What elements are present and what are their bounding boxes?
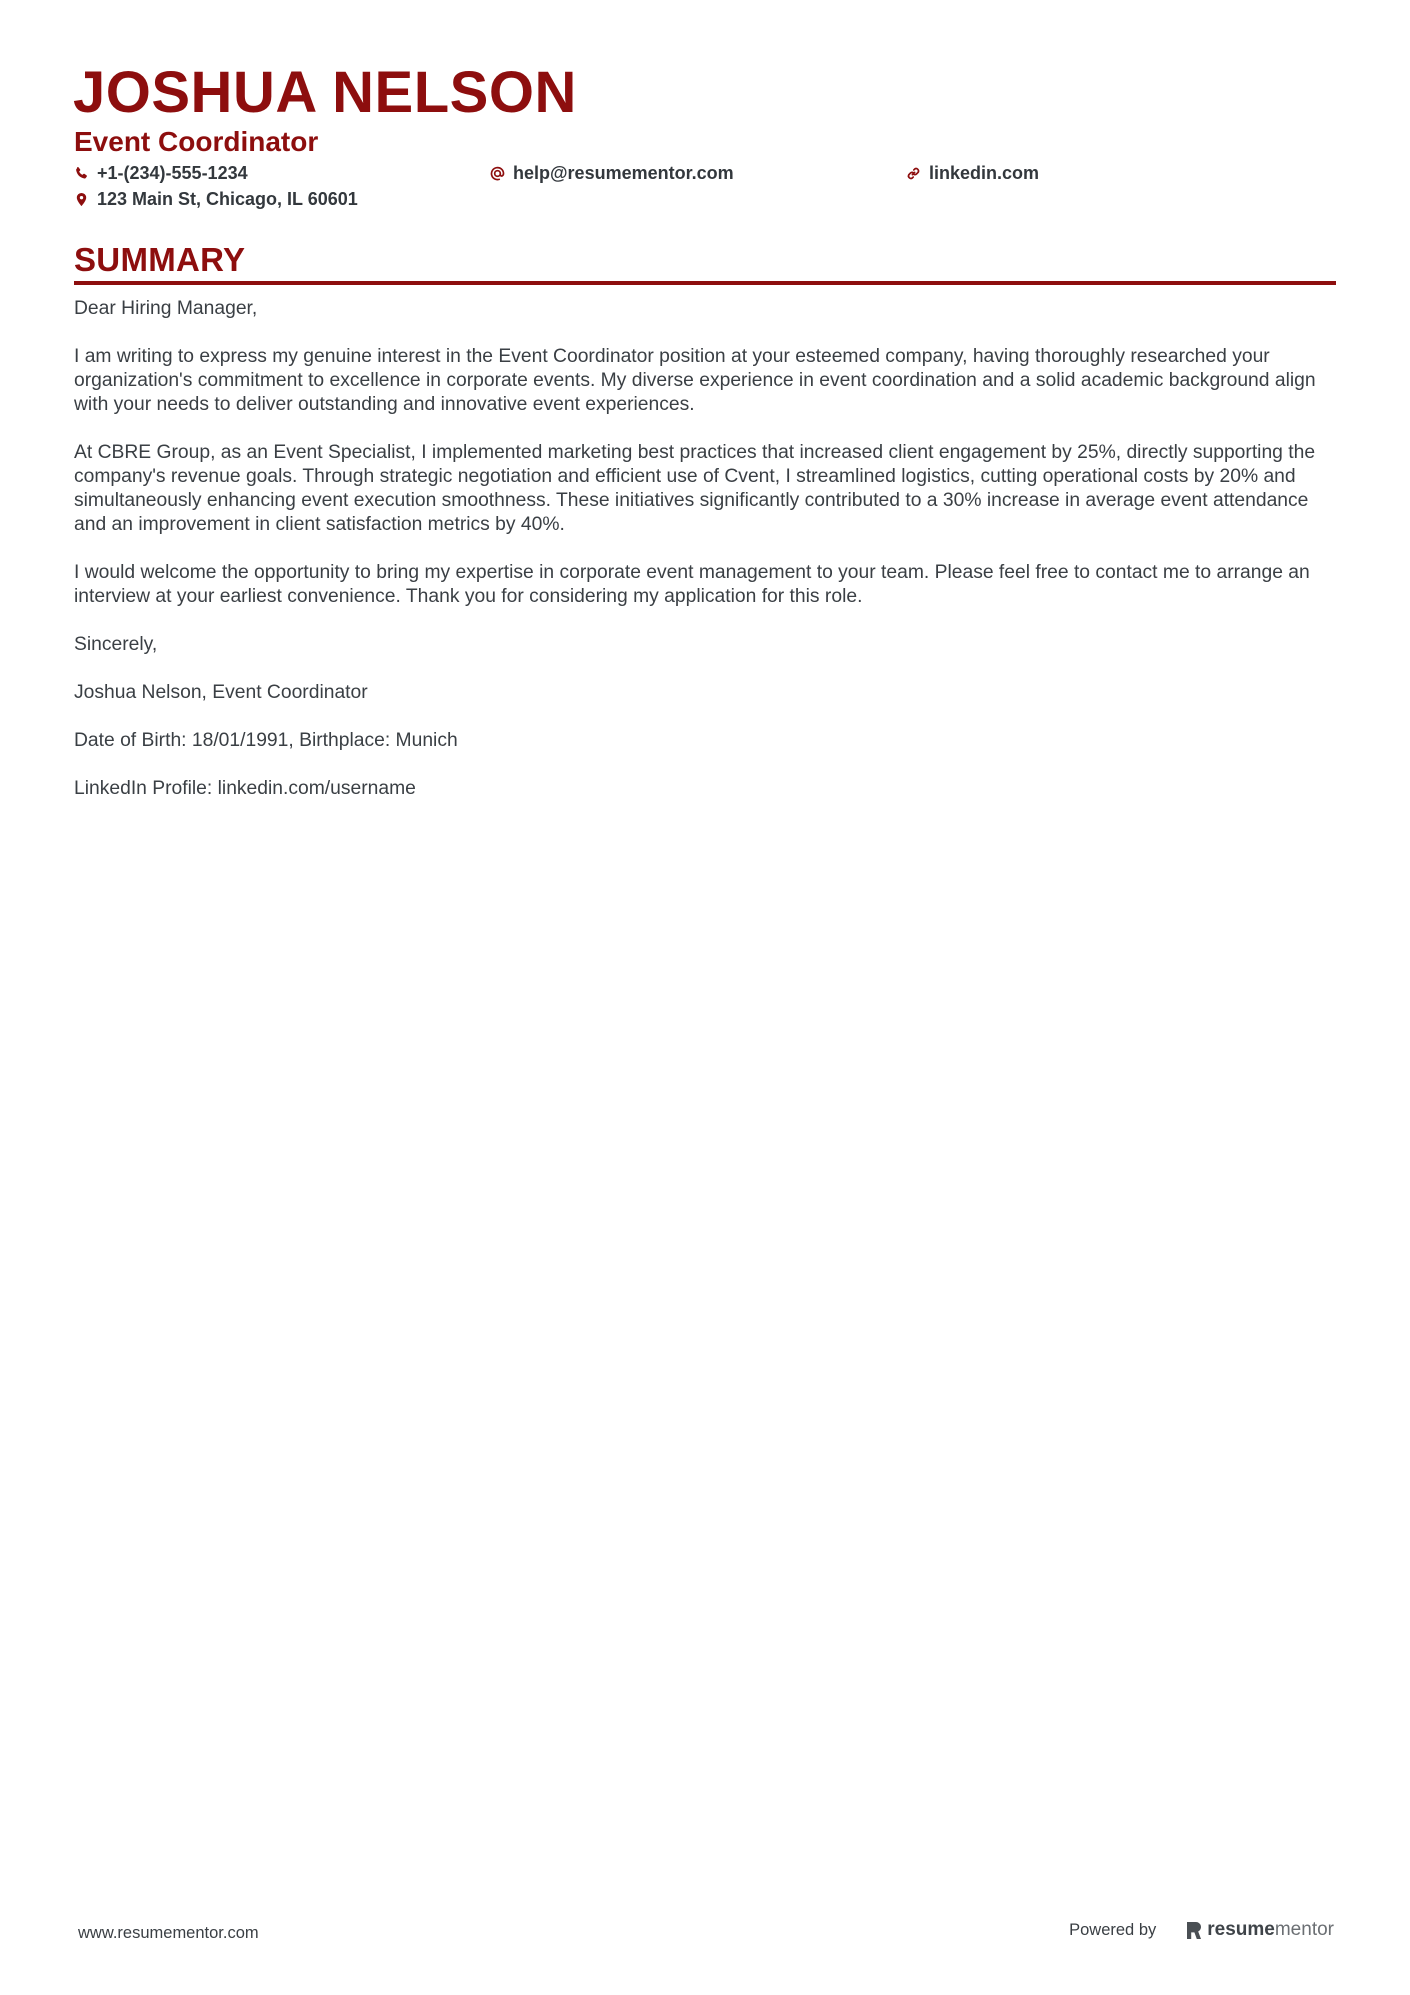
letter-paragraph: I am writing to express my genuine interest in the Event Coordinator position at your esteemed company, having thoroughly researched your organization's commitment to excellence in corporate events. My diverse experience in event coordination and a solid academic background align with your needs to deliver outstanding and innovative event experiences. [74, 346, 1316, 415]
section-divider [74, 281, 1336, 285]
contact-phone [74, 161, 248, 185]
location-pin-icon [74, 192, 89, 207]
brand-logo[interactable] [1186, 1918, 1334, 1942]
birth-info: Date of Birth: 18/01/1991, Birthplace: Munich [74, 730, 458, 751]
letter-paragraph: At CBRE Group, as an Event Specialist, I implemented marketing best practices that increased client engagement by 25%, directly supporting the company's revenue goals. Through strategic negotiation and efficient use of Cvent, I streamlined logistics, cutting operational costs by 20% and simultaneously enhancing event execution smoothness. These initiatives significantly contributed to a 30% increase in average event attendance and an improvement in client satisfaction metrics by 40%. [74, 442, 1316, 535]
letter-paragraph: I would welcome the opportunity to bring my expertise in corporate event management to your team. Please feel free to contact me to arrange an interview at your earliest convenience. Thank you for considering my application for this role. [74, 562, 1310, 607]
contact-address [74, 187, 358, 211]
email-text[interactable]: help@resumementor.com [513, 163, 734, 183]
footer-branding [1069, 1918, 1334, 1942]
signature-line: Joshua Nelson, Event Coordinator [74, 682, 368, 703]
at-icon [490, 166, 505, 181]
contact-linkedin [906, 161, 1039, 185]
brand-name-bold: resume [1207, 1919, 1275, 1940]
link-icon [906, 166, 921, 181]
linkedin-text[interactable]: linkedin.com [929, 163, 1040, 183]
letter-body [74, 297, 1336, 825]
footer-website[interactable]: www.resumementor.com [78, 1924, 259, 1942]
candidate-name: JOSHUA NELSON [73, 60, 577, 125]
phone-text[interactable]: +1-(234)-555-1234 [97, 163, 248, 183]
candidate-role: Event Coordinator [74, 126, 319, 157]
linkedin-profile: LinkedIn Profile: linkedin.com/username [74, 778, 416, 799]
salutation: Dear Hiring Manager, [74, 298, 258, 319]
address-text: 123 Main St, Chicago, IL 60601 [97, 189, 358, 209]
brand-mark-icon [1186, 1921, 1202, 1940]
closing: Sincerely, [74, 634, 158, 655]
brand-name-light: mentor [1274, 1919, 1334, 1940]
powered-by-label: Powered by [1069, 1921, 1157, 1939]
contact-email [490, 161, 734, 185]
summary-heading: SUMMARY [74, 241, 246, 278]
phone-icon [74, 166, 89, 181]
